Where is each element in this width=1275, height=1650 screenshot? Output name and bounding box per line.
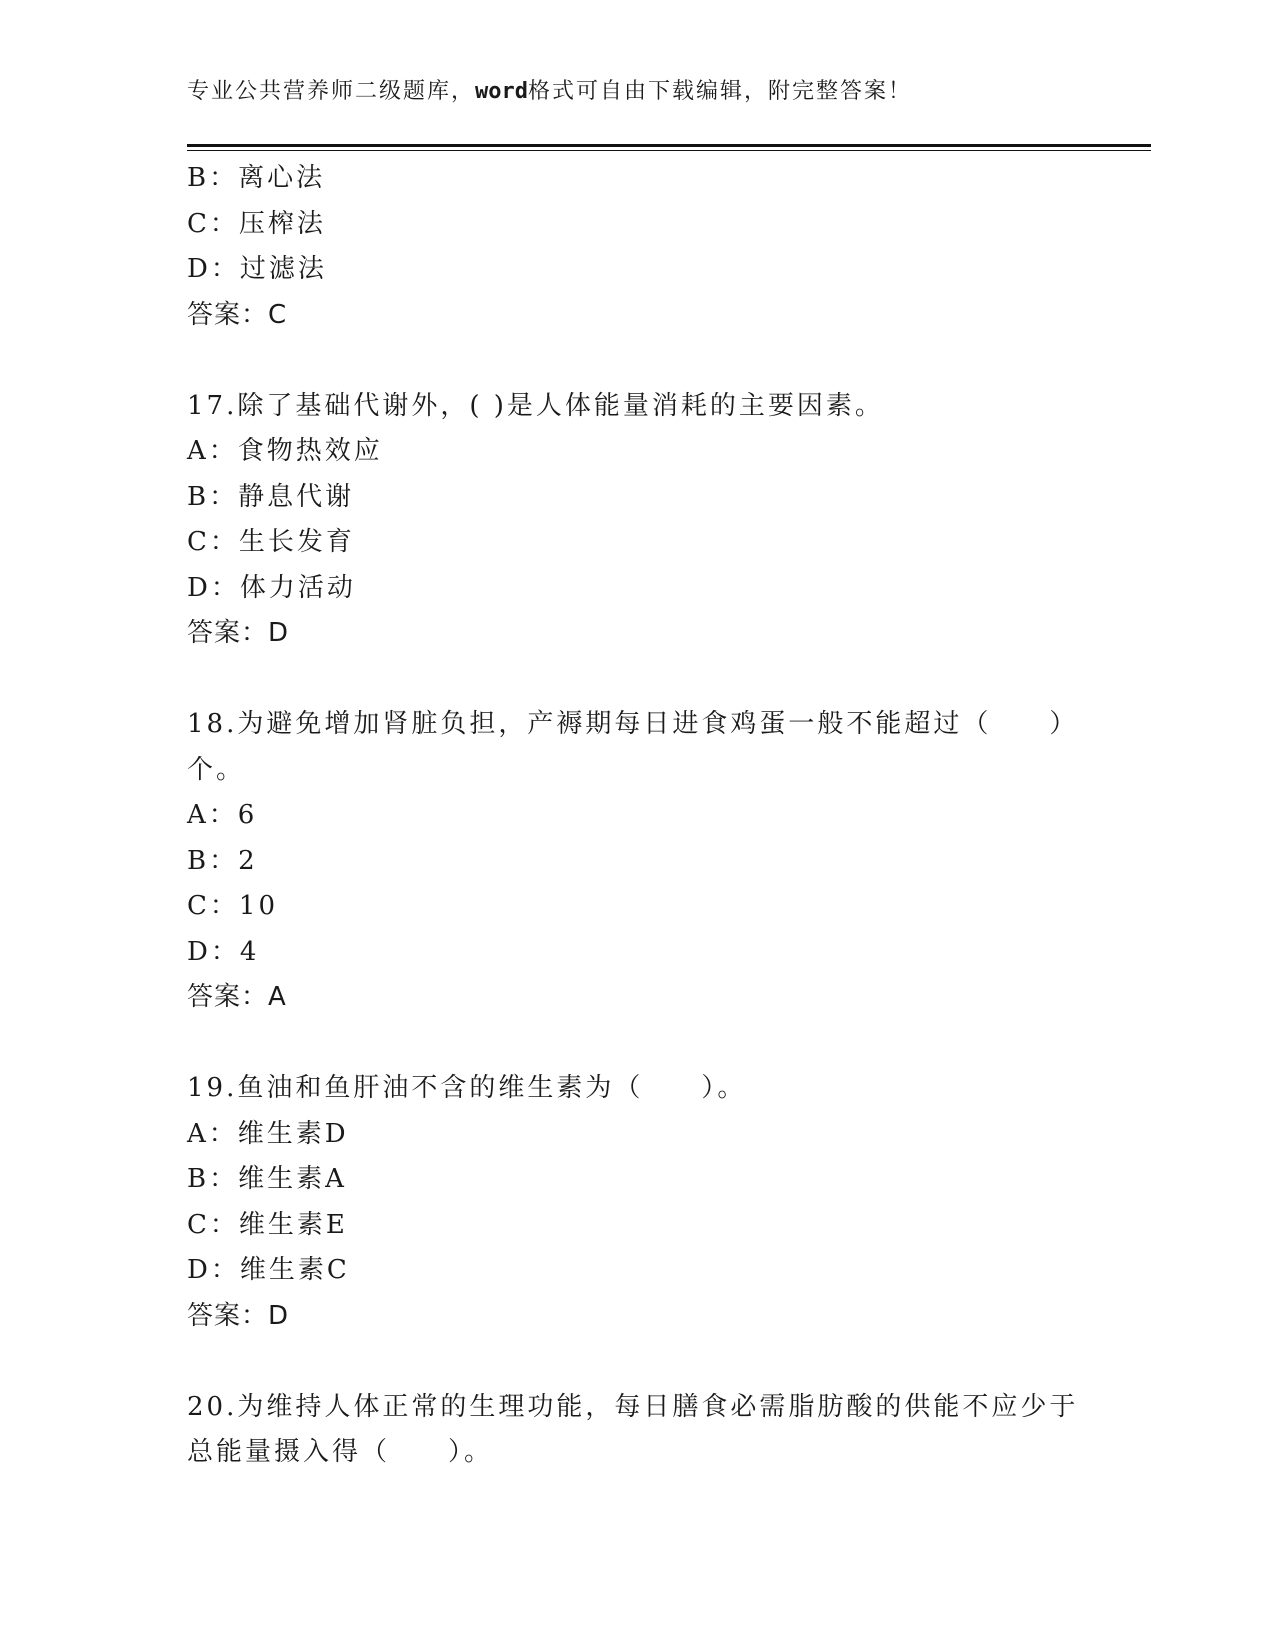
- question-block-17: [187, 384, 1087, 657]
- option-d: D：4: [187, 936, 260, 967]
- spacer: [187, 1021, 1087, 1067]
- question-text: 20.为维持人体正常的生理功能，每日膳食必需脂肪酸的供能不应少于: [187, 1391, 1079, 1422]
- option-d: D：维生素C: [187, 1255, 350, 1285]
- option-a: A：食物热效应: [187, 436, 383, 466]
- answer-line: 答案：D: [187, 1300, 289, 1331]
- answer-value: D: [268, 1300, 289, 1331]
- page-header: [187, 74, 912, 105]
- answer-line: 答案：C: [187, 299, 287, 330]
- answer-line: 答案：D: [187, 618, 289, 648]
- option-b: B：2: [187, 845, 258, 876]
- header-text-after: 格式可自由下载编辑，附完整答案！: [528, 79, 913, 104]
- answer-value: A: [268, 982, 286, 1012]
- answer-value: C: [268, 299, 287, 330]
- option-d: D：体力活动: [187, 572, 356, 603]
- spacer: [187, 657, 1087, 703]
- option-d: D：过滤法: [187, 254, 327, 284]
- question-block-19: [187, 1066, 1087, 1339]
- answer-value: D: [268, 618, 289, 648]
- option-b: B：静息代谢: [187, 481, 355, 512]
- question-text: 18.为避免增加肾脏负担，产褥期每日进食鸡蛋一般不能超过（ ）: [187, 709, 1079, 739]
- answer-line: 答案：A: [187, 982, 286, 1012]
- option-c: C：生长发育: [187, 527, 355, 557]
- question-block-continued: [187, 156, 1087, 338]
- header-text-before: 专业公共营养师二级题库，: [187, 79, 476, 104]
- question-text-continued: 总能量摄入得（ ）。: [187, 1437, 494, 1467]
- document-body: [187, 156, 1087, 1476]
- question-text-continued: 个。: [187, 754, 246, 785]
- question-text: 19.鱼油和鱼肝油不含的维生素为（ ）。: [187, 1073, 747, 1103]
- question-text: 17.除了基础代谢外，( )是人体能量消耗的主要因素。: [187, 390, 884, 421]
- option-b: B：维生素A: [187, 1164, 347, 1194]
- header-rule-thin: [187, 150, 1151, 151]
- option-b: B：离心法: [187, 163, 326, 193]
- header-rule-thick: [187, 144, 1151, 147]
- option-a: A：维生素D: [187, 1118, 349, 1149]
- spacer: [187, 1339, 1087, 1385]
- option-a: A：6: [187, 800, 258, 830]
- header-text-latin: word: [475, 79, 528, 104]
- question-block-20: [187, 1385, 1087, 1476]
- question-block-18: [187, 702, 1087, 1021]
- option-c: C：压榨法: [187, 208, 326, 239]
- spacer: [187, 338, 1087, 384]
- option-c: C：10: [187, 891, 278, 921]
- option-c: C：维生素E: [187, 1209, 348, 1240]
